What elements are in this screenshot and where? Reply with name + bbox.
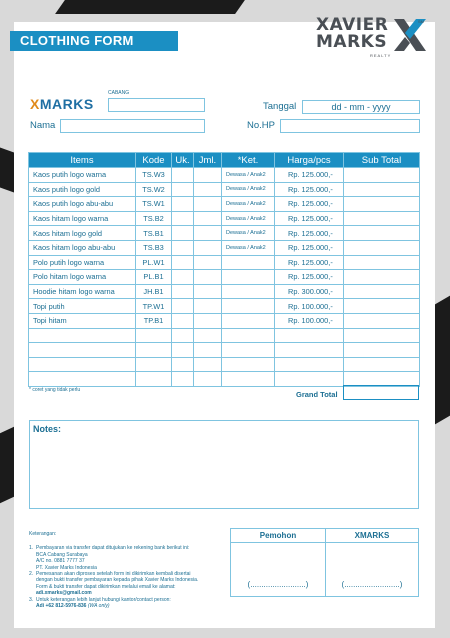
- keterangan-cell[interactable]: [222, 255, 275, 270]
- ukuran-cell[interactable]: [172, 240, 194, 255]
- kode-cell: TS.W1: [136, 197, 172, 212]
- jumlah-cell[interactable]: [194, 197, 222, 212]
- kode-cell: [136, 328, 172, 343]
- table-row: [29, 197, 420, 212]
- item-name-cell: Kaos hitam logo abu-abu: [29, 240, 136, 255]
- cabang-field[interactable]: [108, 98, 205, 112]
- column-header: Kode: [136, 153, 172, 168]
- signature-xmarks[interactable]: [326, 529, 418, 596]
- kode-cell: TP.B1: [136, 313, 172, 328]
- signature-title: Pemohon: [231, 529, 325, 543]
- kode-cell: TS.W2: [136, 182, 172, 197]
- keterangan-cell[interactable]: [222, 357, 275, 372]
- subtotal-cell[interactable]: [344, 255, 420, 270]
- keterangan-cell[interactable]: [222, 343, 275, 358]
- table-row: [29, 168, 420, 183]
- table-row: [29, 270, 420, 285]
- xmarks-logo: XMARKS: [30, 96, 94, 112]
- item-name-cell: [29, 372, 136, 387]
- table-row: [29, 226, 420, 241]
- cabang-label: CABANG: [108, 90, 130, 96]
- info-item: 3. Untuk keterangan lebih lanjut hubungi kantor/contact person: Adi +62 812-5976-836 (WA only): [29, 596, 171, 610]
- subtotal-cell[interactable]: [344, 328, 420, 343]
- item-name-cell: Kaos putih logo gold: [29, 182, 136, 197]
- table-header-row: [29, 153, 420, 168]
- kode-cell: TS.B2: [136, 211, 172, 226]
- kode-cell: [136, 343, 172, 358]
- nohp-field[interactable]: [280, 119, 420, 133]
- ukuran-cell[interactable]: [172, 197, 194, 212]
- table-row: [29, 240, 420, 255]
- item-name-cell: Topi hitam: [29, 313, 136, 328]
- nama-field[interactable]: [60, 119, 205, 133]
- harga-cell: Rp. 125.000,-: [275, 270, 344, 285]
- keterangan-cell[interactable]: [222, 270, 275, 285]
- harga-cell: [275, 357, 344, 372]
- jumlah-cell[interactable]: [194, 299, 222, 314]
- item-name-cell: Kaos hitam logo warna: [29, 211, 136, 226]
- item-name-cell: Polo putih logo warna: [29, 255, 136, 270]
- column-header: Uk.: [172, 153, 194, 168]
- table-row: [29, 255, 420, 270]
- jumlah-cell[interactable]: [194, 211, 222, 226]
- ukuran-cell[interactable]: [172, 270, 194, 285]
- keterangan-cell[interactable]: [222, 313, 275, 328]
- subtotal-cell[interactable]: [344, 182, 420, 197]
- harga-cell: Rp. 125.000,-: [275, 182, 344, 197]
- keterangan-cell[interactable]: Dewasa / Anak2: [222, 211, 275, 226]
- column-header: Harga/pcs: [275, 153, 344, 168]
- kode-cell: PL.B1: [136, 270, 172, 285]
- item-name-cell: Hoodie hitam logo warna: [29, 284, 136, 299]
- keterangan-cell[interactable]: [222, 372, 275, 387]
- harga-cell: Rp. 125.000,-: [275, 226, 344, 241]
- info-section: [29, 531, 225, 609]
- brand-sm: SM: [418, 19, 424, 24]
- item-name-cell: Topi putih: [29, 299, 136, 314]
- background-decoration: [55, 0, 245, 14]
- kode-cell: [136, 372, 172, 387]
- kode-cell: JH.B1: [136, 284, 172, 299]
- subtotal-cell[interactable]: [344, 168, 420, 183]
- item-name-cell: [29, 328, 136, 343]
- jumlah-cell[interactable]: [194, 240, 222, 255]
- harga-cell: Rp. 125.000,-: [275, 240, 344, 255]
- keterangan-cell[interactable]: Dewasa / Anak2: [222, 197, 275, 212]
- table-row: [29, 284, 420, 299]
- jumlah-cell[interactable]: [194, 226, 222, 241]
- ukuran-cell[interactable]: [172, 313, 194, 328]
- grand-total-field[interactable]: [343, 385, 419, 400]
- harga-cell: [275, 328, 344, 343]
- brand-name: XAVIER MARKS: [316, 15, 389, 52]
- subtotal-cell[interactable]: [344, 270, 420, 285]
- kode-cell: PL.W1: [136, 255, 172, 270]
- subtotal-cell[interactable]: [344, 357, 420, 372]
- brand-logo: [316, 17, 428, 61]
- keterangan-cell[interactable]: Dewasa / Anak2: [222, 182, 275, 197]
- item-name-cell: Polo hitam logo warna: [29, 270, 136, 285]
- column-header: *Ket.: [222, 153, 275, 168]
- jumlah-cell[interactable]: [194, 343, 222, 358]
- nama-label: Nama: [30, 120, 56, 131]
- jumlah-cell[interactable]: [194, 270, 222, 285]
- jumlah-cell[interactable]: [194, 328, 222, 343]
- jumlah-cell[interactable]: [194, 313, 222, 328]
- harga-cell: [275, 343, 344, 358]
- subtotal-cell[interactable]: [344, 226, 420, 241]
- item-name-cell: [29, 357, 136, 372]
- ukuran-cell[interactable]: [172, 168, 194, 183]
- signature-line: (.........................): [341, 580, 403, 589]
- background-decoration: [435, 296, 450, 425]
- harga-cell: [275, 372, 344, 387]
- ukuran-cell[interactable]: [172, 182, 194, 197]
- tanggal-field[interactable]: dd - mm - yyyy: [302, 100, 420, 114]
- subtotal-cell[interactable]: [344, 211, 420, 226]
- item-name-cell: Kaos putih logo warna: [29, 168, 136, 183]
- info-heading: Keterangan:: [29, 531, 57, 537]
- notes-field[interactable]: [29, 420, 419, 509]
- harga-cell: Rp. 300.000,-: [275, 284, 344, 299]
- jumlah-cell[interactable]: [194, 182, 222, 197]
- jumlah-cell[interactable]: [194, 255, 222, 270]
- column-header: Items: [29, 153, 136, 168]
- kode-cell: TS.B1: [136, 226, 172, 241]
- ukuran-cell[interactable]: [172, 299, 194, 314]
- background-decoration: [0, 147, 14, 192]
- ukuran-cell[interactable]: [172, 226, 194, 241]
- keterangan-cell[interactable]: Dewasa / Anak2: [222, 168, 275, 183]
- ukuran-cell[interactable]: [172, 343, 194, 358]
- tanggal-label: Tanggal: [263, 101, 297, 112]
- harga-cell: Rp. 125.000,-: [275, 255, 344, 270]
- keterangan-cell[interactable]: [222, 328, 275, 343]
- item-name-cell: [29, 343, 136, 358]
- ukuran-cell[interactable]: [172, 328, 194, 343]
- kode-cell: TS.W3: [136, 168, 172, 183]
- ukuran-cell[interactable]: [172, 372, 194, 387]
- signature-line: (.........................): [247, 580, 309, 589]
- harga-cell: Rp. 125.000,-: [275, 197, 344, 212]
- signature-title: XMARKS: [326, 529, 418, 543]
- grand-total-label: Grand Total: [296, 390, 338, 399]
- item-name-cell: Kaos putih logo abu-abu: [29, 197, 136, 212]
- table-row: [29, 313, 420, 328]
- table-row: [29, 357, 420, 372]
- keterangan-cell[interactable]: [222, 299, 275, 314]
- notes-label: Notes:: [33, 424, 62, 434]
- column-header: Sub Total: [344, 153, 420, 168]
- jumlah-cell[interactable]: [194, 357, 222, 372]
- harga-cell: Rp. 125.000,-: [275, 168, 344, 183]
- form-title: CLOTHING FORM: [10, 31, 178, 51]
- kode-cell: [136, 357, 172, 372]
- footnote: * coret yang tidak perlu: [29, 387, 81, 393]
- kode-cell: TP.W1: [136, 299, 172, 314]
- ukuran-cell[interactable]: [172, 357, 194, 372]
- jumlah-cell[interactable]: [194, 168, 222, 183]
- jumlah-cell[interactable]: [194, 284, 222, 299]
- subtotal-cell[interactable]: [344, 197, 420, 212]
- background-decoration: [0, 427, 14, 504]
- harga-cell: Rp. 125.000,-: [275, 211, 344, 226]
- harga-cell: Rp. 100.000,-: [275, 313, 344, 328]
- table-row: [29, 299, 420, 314]
- column-header: Jml.: [194, 153, 222, 168]
- signature-box: [230, 528, 419, 597]
- table-row: [29, 211, 420, 226]
- subtotal-cell[interactable]: [344, 343, 420, 358]
- items-table: [28, 152, 420, 387]
- info-item: 1. Pembayaran via transfer dapat ditujukan ke rekening bank berikut ini: BCA Cabang Surabaya A/C no. 0881 7777 37 PT. Xavier Marks Indonesia: [29, 545, 190, 571]
- signature-pemohon[interactable]: [231, 529, 326, 596]
- brand-sub: REALTY: [370, 53, 392, 58]
- subtotal-cell[interactable]: [344, 284, 420, 299]
- ukuran-cell[interactable]: [172, 284, 194, 299]
- ukuran-cell[interactable]: [172, 255, 194, 270]
- subtotal-cell[interactable]: [344, 313, 420, 328]
- nohp-label: No.HP: [247, 120, 275, 131]
- table-row: [29, 328, 420, 343]
- keterangan-cell[interactable]: Dewasa / Anak2: [222, 226, 275, 241]
- table-row: [29, 343, 420, 358]
- table-row: [29, 182, 420, 197]
- jumlah-cell[interactable]: [194, 372, 222, 387]
- subtotal-cell[interactable]: [344, 299, 420, 314]
- harga-cell: Rp. 100.000,-: [275, 299, 344, 314]
- ukuran-cell[interactable]: [172, 211, 194, 226]
- keterangan-cell[interactable]: [222, 284, 275, 299]
- item-name-cell: Kaos hitam logo gold: [29, 226, 136, 241]
- kode-cell: TS.B3: [136, 240, 172, 255]
- keterangan-cell[interactable]: Dewasa / Anak2: [222, 240, 275, 255]
- info-item: 2. Pemesanan akan diproses setelah form ini dikirimkan kembali disertai dengan bukti transfer pembayaran kepada pihak Xavier Marks Indonesia. Form & bukti transfer dapat dikirimkan melalui email ke alamat: adi.xmarks@gmail.com: [29, 571, 199, 597]
- subtotal-cell[interactable]: [344, 240, 420, 255]
